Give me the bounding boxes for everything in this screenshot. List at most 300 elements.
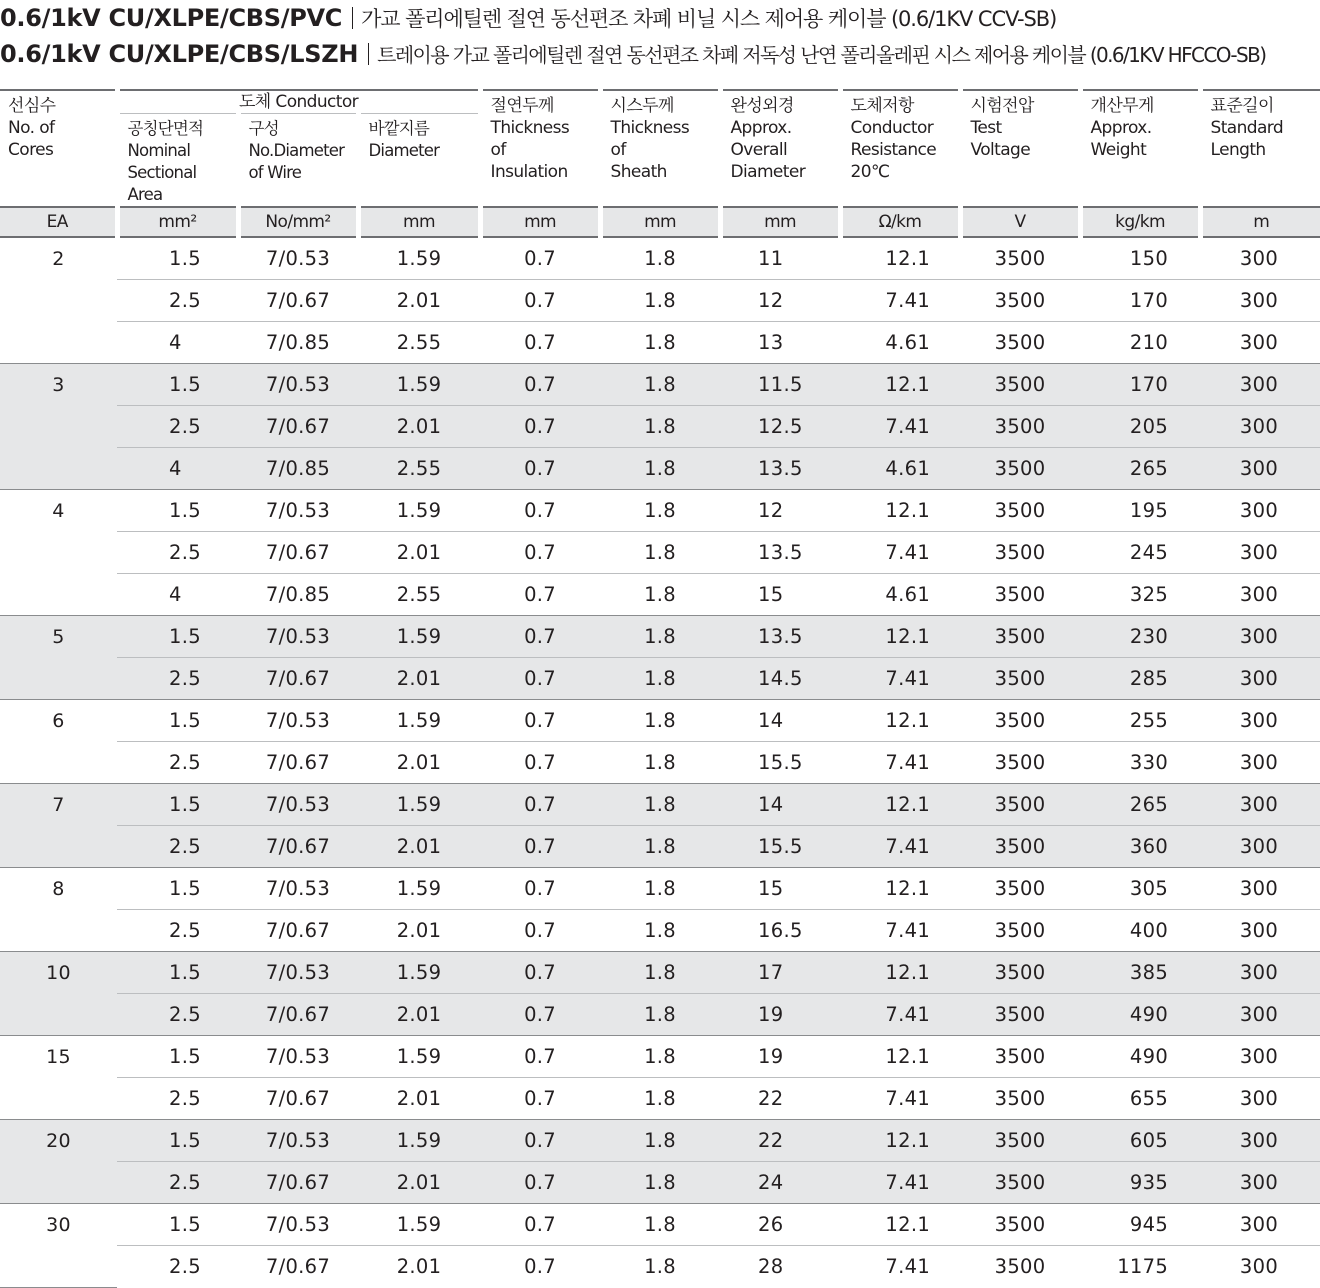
cell-conductor-diameter: 1.59: [358, 1036, 480, 1078]
cell-standard-length: 300: [1200, 826, 1320, 868]
cell-insulation-thickness: 0.7: [480, 1036, 600, 1078]
cell-overall-diameter: 22: [720, 1078, 840, 1120]
header-sheath-en1: Thickness: [610, 118, 690, 138]
cell-sheath-thickness: 1.8: [600, 952, 720, 994]
cell-insulation-thickness: 0.7: [480, 532, 600, 574]
cell-overall-diameter: 13: [720, 322, 840, 364]
cell-standard-length: 300: [1200, 784, 1320, 826]
title-separator: [368, 43, 369, 65]
cell-conductor-diameter: 1.59: [358, 784, 480, 826]
cell-cores: 7: [0, 784, 117, 868]
cell-nominal-area: 2.5: [117, 658, 238, 700]
cell-sheath-thickness: 1.8: [600, 1120, 720, 1162]
cell-test-voltage: 3500: [960, 574, 1080, 616]
cell-cores: 3: [0, 364, 117, 490]
table-row: [0, 1246, 1320, 1288]
cell-test-voltage: 3500: [960, 448, 1080, 490]
header-voltage-en2: Voltage: [970, 140, 1031, 160]
cell-standard-length: 300: [1239, 1255, 1279, 1278]
cell-conductor-diameter: 2.55: [358, 448, 480, 490]
cell-construction: 7/0.67: [238, 532, 358, 574]
cell-nominal-area: 1.5: [117, 868, 238, 910]
cell-insulation-thickness: 0.7: [480, 322, 600, 364]
cell-sheath-thickness: 1.8: [600, 237, 720, 280]
cell-nominal-area: 1.5: [117, 237, 238, 280]
cell-test-voltage: 3500: [960, 700, 1080, 742]
unit-cell: mm²: [117, 207, 238, 237]
header-resistance-ko: 도체저항: [850, 96, 914, 116]
cell-sheath-thickness: 1.8: [600, 490, 720, 532]
cell-standard-length: 300: [1200, 658, 1320, 700]
cell-conductor-diameter: 1.59: [358, 490, 480, 532]
cell-insulation-thickness: 0.7: [480, 1204, 600, 1246]
cell-sheath-thickness: 1.8: [644, 1255, 676, 1278]
cell-construction: 7/0.85: [238, 322, 358, 364]
header-resistance-en3: 20℃: [850, 162, 890, 182]
cell-nominal-area: 2.5: [117, 1162, 238, 1204]
cell-weight: 490: [1080, 1036, 1200, 1078]
cell-resistance: 7.41: [840, 994, 960, 1036]
table-row: [0, 952, 1320, 994]
cell-nominal-area: 2.5: [117, 406, 238, 448]
cell-construction: 7/0.53: [238, 616, 358, 658]
cell-overall-diameter: 14.5: [720, 658, 840, 700]
cell-weight: 150: [1080, 237, 1200, 280]
cell-weight: 1175: [1117, 1255, 1169, 1278]
cell-standard-length: 300: [1200, 364, 1320, 406]
cell-construction: 7/0.67: [238, 742, 358, 784]
cell-resistance: 7.41: [885, 1255, 931, 1278]
header-area-ko: 공칭단면적: [127, 119, 204, 138]
cell-sheath-thickness: 1.8: [600, 364, 720, 406]
title-lszh-description: 트레이용 가교 폴리에틸렌 절연 동선편조 차폐 저독성 난연 폴리올레핀 시스 제어용 케이블 (0.6/1KV HFCCO-SB): [377, 43, 1266, 67]
cell-sheath-thickness: 1.8: [600, 868, 720, 910]
cell-sheath-thickness: 1.8: [600, 574, 720, 616]
table-row: [0, 364, 1320, 406]
cell-cores: 20: [0, 1120, 117, 1204]
cell-nominal-area: 1.5: [117, 700, 238, 742]
cell-overall-diameter: 24: [720, 1162, 840, 1204]
cell-weight: 255: [1080, 700, 1200, 742]
cell-resistance: 12.1: [840, 616, 960, 658]
cell-conductor-diameter: 1.59: [358, 952, 480, 994]
cell-nominal-area: 1.5: [117, 490, 238, 532]
header-nominal-area: [117, 114, 238, 208]
cell-cores: 8: [0, 868, 117, 952]
cell-test-voltage: 3500: [960, 910, 1080, 952]
cell-conductor-diameter: 2.01: [358, 994, 480, 1036]
header-weight: [1080, 90, 1200, 207]
table-row: [0, 322, 1320, 364]
cell-resistance: 12.1: [840, 237, 960, 280]
cell-resistance: 4.61: [840, 574, 960, 616]
cell-construction: 7/0.67: [238, 994, 358, 1036]
cell-standard-length: 300: [1200, 406, 1320, 448]
cell-resistance: 7.41: [840, 658, 960, 700]
cell-weight: 490: [1080, 994, 1200, 1036]
cell-insulation-thickness: 0.7: [480, 1120, 600, 1162]
cell-nominal-area: 2.5: [117, 532, 238, 574]
cell-nominal-area: 2.5: [117, 910, 238, 952]
header-voltage-ko: 시험전압: [970, 96, 1034, 116]
cell-test-voltage: 3500: [960, 658, 1080, 700]
cell-weight: 170: [1080, 280, 1200, 322]
cell-weight: 605: [1080, 1120, 1200, 1162]
cell-test-voltage: 3500: [960, 826, 1080, 868]
cell-construction: 7/0.53: [238, 868, 358, 910]
cell-sheath-thickness: 1.8: [600, 322, 720, 364]
cell-insulation-thickness: 0.7: [480, 364, 600, 406]
header-sheath-ko: 시스두께: [610, 96, 674, 116]
table-row: [0, 616, 1320, 658]
cell-test-voltage: 3500: [960, 994, 1080, 1036]
table-row: [0, 237, 1320, 280]
header-standard-length: [1200, 90, 1320, 207]
spec-table: [0, 89, 1320, 1288]
title-pvc-description: 가교 폴리에틸렌 절연 동선편조 차폐 비닐 시스 제어용 케이블 (0.6/1KV CCV-SB): [361, 7, 1057, 31]
cell-sheath-thickness: 1.8: [600, 826, 720, 868]
table-row: [0, 448, 1320, 490]
cell-insulation-thickness: 0.7: [480, 700, 600, 742]
cell-insulation-thickness: 0.7: [480, 784, 600, 826]
cell-nominal-area: 1.5: [117, 1204, 238, 1246]
table-row: [0, 406, 1320, 448]
cell-resistance: 12.1: [840, 700, 960, 742]
cell-test-voltage: 3500: [960, 1162, 1080, 1204]
header-insulation-en2: of: [490, 140, 506, 160]
header-insulation-en1: Thickness: [490, 118, 570, 138]
cell-test-voltage: 3500: [960, 742, 1080, 784]
cell-sheath-thickness: 1.8: [600, 616, 720, 658]
cell-nominal-area: 2.5: [117, 826, 238, 868]
cell-insulation-thickness: 0.7: [480, 1162, 600, 1204]
header-weight-en1: Approx.: [1090, 118, 1152, 138]
cell-insulation-thickness: 0.7: [480, 868, 600, 910]
unit-cell: V: [960, 207, 1080, 237]
cell-conductor-diameter: 2.01: [358, 910, 480, 952]
cell-resistance: 12.1: [840, 868, 960, 910]
cell-weight: 935: [1080, 1162, 1200, 1204]
cell-resistance: 4.61: [840, 322, 960, 364]
cell-standard-length: 300: [1200, 1036, 1320, 1078]
cell-standard-length: 300: [1200, 237, 1320, 280]
header-weight-ko: 개산무게: [1090, 96, 1154, 116]
header-area-en2: Sectional Area: [127, 163, 197, 204]
table-row: [0, 1078, 1320, 1120]
cell-resistance: 12.1: [840, 364, 960, 406]
cell-overall-diameter: 19: [720, 994, 840, 1036]
cell-construction: 7/0.67: [238, 406, 358, 448]
cell-standard-length: 300: [1200, 574, 1320, 616]
header-insulation-en3: Insulation: [490, 162, 568, 182]
cell-conductor-diameter: 2.01: [358, 406, 480, 448]
cell-cores: 2: [0, 237, 117, 364]
cell-sheath-thickness: 1.8: [600, 406, 720, 448]
cell-construction: 7/0.53: [238, 1204, 358, 1246]
cell-nominal-area: 1.5: [117, 1120, 238, 1162]
cell-weight: 305: [1080, 868, 1200, 910]
cell-overall-diameter: 26: [720, 1204, 840, 1246]
cell-test-voltage: 3500: [994, 1255, 1046, 1278]
cell-cores: 4: [0, 490, 117, 616]
header-weight-en2: Weight: [1090, 140, 1147, 160]
unit-cell: mm: [720, 207, 840, 237]
header-length-ko: 표준길이: [1210, 96, 1274, 116]
unit-cell: EA: [0, 207, 117, 237]
cell-overall-diameter: 16.5: [720, 910, 840, 952]
cell-insulation-thickness: 0.7: [480, 406, 600, 448]
cell-nominal-area: 2.5: [117, 1078, 238, 1120]
cell-resistance: 12.1: [840, 1204, 960, 1246]
cell-weight: 325: [1080, 574, 1200, 616]
cell-weight: 265: [1080, 784, 1200, 826]
cell-construction: 7/0.85: [238, 448, 358, 490]
cell-sheath-thickness: 1.8: [600, 280, 720, 322]
cell-overall-diameter: 19: [720, 1036, 840, 1078]
cell-weight: 655: [1080, 1078, 1200, 1120]
cell-overall-diameter: 11.5: [720, 364, 840, 406]
cell-cores: 5: [0, 616, 117, 700]
cell-nominal-area: 2.5: [169, 1255, 201, 1278]
cell-insulation-thickness: 0.7: [480, 952, 600, 994]
cell-overall-diameter: 12: [720, 490, 840, 532]
table-row: [0, 490, 1320, 532]
cell-resistance: 7.41: [840, 826, 960, 868]
title-separator: [352, 7, 353, 29]
cell-nominal-area: 1.5: [117, 1036, 238, 1078]
cell-conductor-diameter: 2.01: [358, 1162, 480, 1204]
cell-cores: 30: [0, 1204, 117, 1288]
cell-test-voltage: 3500: [960, 868, 1080, 910]
cell-standard-length: 300: [1200, 742, 1320, 784]
cell-nominal-area: 1.5: [117, 616, 238, 658]
cell-resistance: 7.41: [840, 1162, 960, 1204]
cell-weight: 245: [1080, 532, 1200, 574]
cell-weight: 945: [1080, 1204, 1200, 1246]
header-voltage-en1: Test: [970, 118, 1002, 138]
cell-weight: 195: [1080, 490, 1200, 532]
cell-standard-length: 300: [1200, 448, 1320, 490]
table-row: [0, 1036, 1320, 1078]
cell-nominal-area: 2.5: [117, 742, 238, 784]
table-row: [0, 1204, 1320, 1246]
unit-cell: Ω/km: [840, 207, 960, 237]
header-conductor-diameter: [358, 114, 480, 208]
cell-cores: 6: [0, 700, 117, 784]
header-conductor-group: 도체 Conductor: [117, 90, 480, 114]
cell-sheath-thickness: 1.8: [600, 532, 720, 574]
cell-test-voltage: 3500: [960, 322, 1080, 364]
cell-overall-diameter: 22: [720, 1120, 840, 1162]
cell-overall-diameter: 13.5: [720, 448, 840, 490]
cell-insulation-thickness: 0.7: [480, 742, 600, 784]
cell-resistance: 7.41: [840, 1078, 960, 1120]
cell-conductor-diameter: 1.59: [358, 868, 480, 910]
cell-weight: 400: [1080, 910, 1200, 952]
cell-standard-length: 300: [1200, 322, 1320, 364]
cell-sheath-thickness: 1.8: [600, 1036, 720, 1078]
table-row: [0, 784, 1320, 826]
title-line-lszh: [0, 36, 1320, 72]
header-overall-en2: Overall: [730, 140, 788, 160]
table-row: [0, 574, 1320, 616]
cell-insulation-thickness: 0.7: [524, 1255, 556, 1278]
cell-resistance: 12.1: [840, 490, 960, 532]
cell-conductor-diameter: 2.01: [358, 826, 480, 868]
cell-overall-diameter: 13.5: [720, 616, 840, 658]
cell-sheath-thickness: 1.8: [600, 448, 720, 490]
header-sheath-en2: of: [610, 140, 626, 160]
cell-construction: 7/0.67: [238, 1078, 358, 1120]
unit-cell: m: [1200, 207, 1320, 237]
cell-overall-diameter: 17: [720, 952, 840, 994]
cell-insulation-thickness: 0.7: [480, 1078, 600, 1120]
header-diameter-en1: Diameter: [368, 141, 440, 160]
cell-conductor-diameter: 2.55: [358, 322, 480, 364]
cell-resistance: 7.41: [840, 742, 960, 784]
cell-construction: 7/0.53: [238, 364, 358, 406]
cell-weight: 285: [1080, 658, 1200, 700]
cell-weight: 210: [1080, 322, 1200, 364]
cell-resistance: 7.41: [840, 406, 960, 448]
table-row: [0, 280, 1320, 322]
cell-test-voltage: 3500: [960, 784, 1080, 826]
header-construction-en2: of Wire: [248, 163, 302, 182]
cell-resistance: 7.41: [840, 910, 960, 952]
cell-weight: 360: [1080, 826, 1200, 868]
cell-weight: 170: [1080, 364, 1200, 406]
header-construction-en1: No.Diameter: [248, 141, 345, 160]
table-row: [0, 532, 1320, 574]
cell-insulation-thickness: 0.7: [480, 910, 600, 952]
cell-overall-diameter: 15.5: [720, 742, 840, 784]
table-row: [0, 742, 1320, 784]
cell-construction: 7/0.53: [238, 1036, 358, 1078]
cell-conductor-diameter: 2.01: [358, 1078, 480, 1120]
cell-weight: 385: [1080, 952, 1200, 994]
cell-resistance: 7.41: [840, 532, 960, 574]
cell-test-voltage: 3500: [960, 1036, 1080, 1078]
cell-conductor-diameter: 2.01: [358, 658, 480, 700]
cell-construction: 7/0.53: [238, 1120, 358, 1162]
header-length-en1: Standard: [1210, 118, 1284, 138]
title-lszh-code: 0.6/1kV CU/XLPE/CBS/LSZH: [0, 40, 359, 68]
cell-cores: 10: [0, 952, 117, 1036]
header-overall-diameter: [720, 90, 840, 207]
cell-conductor-diameter: 2.01: [358, 532, 480, 574]
cell-insulation-thickness: 0.7: [480, 994, 600, 1036]
cell-conductor-diameter: 1.59: [358, 616, 480, 658]
table-row: [0, 868, 1320, 910]
cell-standard-length: 300: [1200, 616, 1320, 658]
cell-test-voltage: 3500: [960, 532, 1080, 574]
cell-overall-diameter: 13.5: [720, 532, 840, 574]
cell-weight: 330: [1080, 742, 1200, 784]
cell-standard-length: 300: [1200, 532, 1320, 574]
cell-standard-length: 300: [1200, 1204, 1320, 1246]
cell-test-voltage: 3500: [960, 364, 1080, 406]
cell-construction: 7/0.53: [238, 952, 358, 994]
cell-standard-length: 300: [1200, 700, 1320, 742]
unit-cell: mm: [358, 207, 480, 237]
cell-conductor-diameter: 2.55: [358, 574, 480, 616]
cell-sheath-thickness: 1.8: [600, 700, 720, 742]
cell-test-voltage: 3500: [960, 1120, 1080, 1162]
table-row: [0, 700, 1320, 742]
header-sheath-en3: Sheath: [610, 162, 667, 182]
cell-test-voltage: 3500: [960, 616, 1080, 658]
cell-insulation-thickness: 0.7: [480, 448, 600, 490]
cell-nominal-area: 4: [117, 574, 238, 616]
cell-conductor-diameter: 2.01: [396, 1255, 442, 1278]
cell-construction: 7/0.67: [238, 280, 358, 322]
table-row: [0, 1120, 1320, 1162]
cell-test-voltage: 3500: [960, 952, 1080, 994]
cell-standard-length: 300: [1200, 1162, 1320, 1204]
cell-standard-length: 300: [1200, 952, 1320, 994]
cell-overall-diameter: 15: [720, 868, 840, 910]
header-resistance-en2: Resistance: [850, 140, 937, 160]
cell-resistance: 12.1: [840, 952, 960, 994]
cell-insulation-thickness: 0.7: [480, 237, 600, 280]
title-pvc-code: 0.6/1kV CU/XLPE/CBS/PVC: [0, 4, 343, 32]
cell-nominal-area: 2.5: [117, 994, 238, 1036]
cell-sheath-thickness: 1.8: [600, 742, 720, 784]
table-body: [0, 237, 1320, 1287]
cell-overall-diameter: 14: [720, 784, 840, 826]
unit-cell: mm: [600, 207, 720, 237]
cell-weight: 265: [1080, 448, 1200, 490]
cell-construction: 7/0.67: [238, 910, 358, 952]
cell-nominal-area: 1.5: [117, 364, 238, 406]
cell-standard-length: 300: [1200, 1078, 1320, 1120]
header-insulation-ko: 절연두께: [490, 96, 554, 116]
header-cores-en2: Cores: [8, 140, 54, 160]
cell-overall-diameter: 15: [720, 574, 840, 616]
unit-cell: kg/km: [1080, 207, 1200, 237]
cell-conductor-diameter: 1.59: [358, 364, 480, 406]
cell-insulation-thickness: 0.7: [480, 280, 600, 322]
cell-insulation-thickness: 0.7: [480, 826, 600, 868]
cell-conductor-diameter: 1.59: [358, 237, 480, 280]
header-overall-en3: Diameter: [730, 162, 806, 182]
cell-construction: 7/0.67: [238, 826, 358, 868]
unit-cell: mm: [480, 207, 600, 237]
cell-test-voltage: 3500: [960, 406, 1080, 448]
cell-resistance: 12.1: [840, 1036, 960, 1078]
unit-cell: No/mm²: [238, 207, 358, 237]
cell-resistance: 12.1: [840, 1120, 960, 1162]
header-cores: [0, 90, 117, 207]
cell-construction: 7/0.53: [238, 237, 358, 280]
cell-insulation-thickness: 0.7: [480, 658, 600, 700]
cell-overall-diameter: 14: [720, 700, 840, 742]
cell-overall-diameter: 28: [758, 1255, 784, 1278]
cell-insulation-thickness: 0.7: [480, 574, 600, 616]
cell-nominal-area: 2.5: [117, 280, 238, 322]
header-insulation: [480, 90, 600, 207]
header-construction: [238, 114, 358, 208]
cell-construction: 7/0.53: [238, 784, 358, 826]
cell-sheath-thickness: 1.8: [600, 994, 720, 1036]
cell-insulation-thickness: 0.7: [480, 616, 600, 658]
cell-construction: 7/0.67: [238, 658, 358, 700]
header-length-en2: Length: [1210, 140, 1266, 160]
table-row: [0, 910, 1320, 952]
cell-overall-diameter: 12.5: [720, 406, 840, 448]
cell-construction: 7/0.53: [238, 490, 358, 532]
cell-overall-diameter: 12: [720, 280, 840, 322]
